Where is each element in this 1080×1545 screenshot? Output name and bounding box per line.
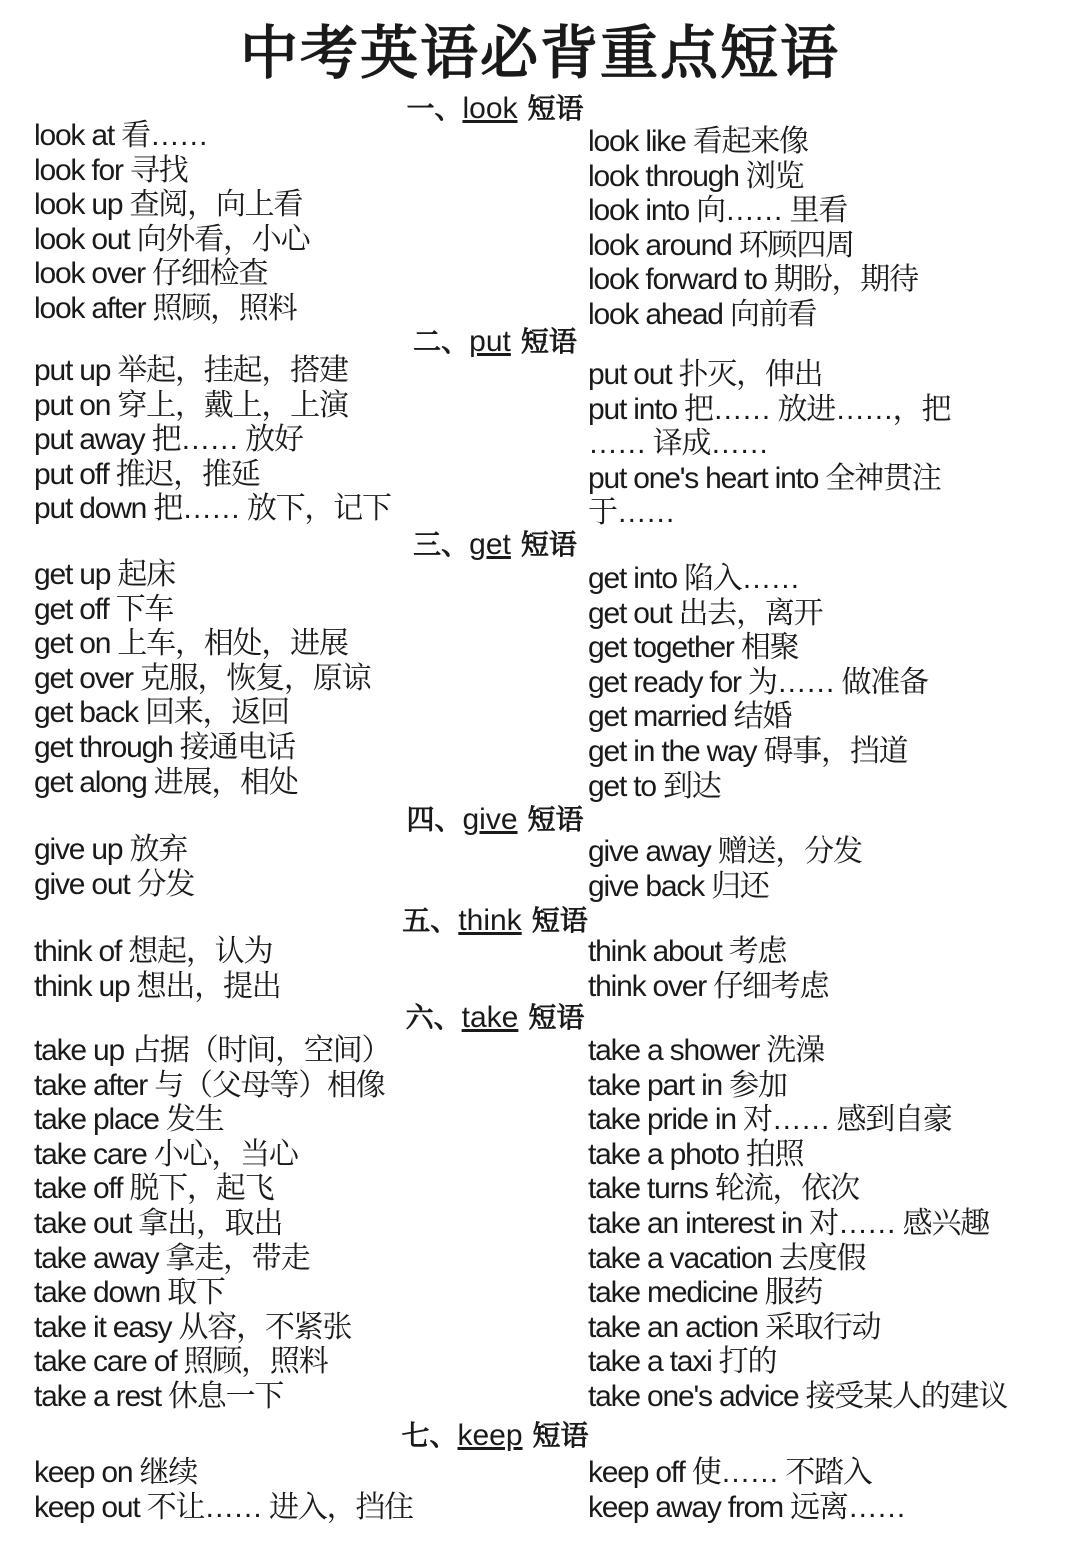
phrase-item: take after 与（父母等）相像 [34,1068,385,1102]
phrase-list-think-left [34,935,281,1004]
phrase-item: take turns 轮流，依次 [588,1172,859,1206]
section-heading-put [400,324,590,360]
phrase-item: put up 举起，挂起，搭建 [34,354,348,387]
section-suffix: 短语 [520,325,577,358]
section-keyword: get [469,528,511,561]
phrase-list-give-right [588,835,862,904]
phrase-item: give back 归还 [588,869,769,903]
phrase-item: take a shower 洗澡 [588,1034,824,1067]
phrase-item: put away 把…… 放好 [34,423,303,457]
section-suffix: 短语 [531,904,588,937]
phrase-item: look ahead 向前看 [588,297,817,331]
section-keyword: give [462,803,518,836]
phrase-item: get out 出去，离开 [588,596,823,630]
phrase-item: take medicine 服药 [588,1276,823,1310]
section-keyword: look [462,92,518,125]
section-heading-get [400,527,590,563]
phrase-item: think about 考虑 [588,935,787,968]
phrase-item: keep on 继续 [34,1456,198,1489]
phrase-item: take part in 参加 [588,1068,787,1102]
section-suffix: 短语 [520,528,577,561]
phrase-item: get on 上车，相处，进展 [34,627,348,661]
phrase-item: look over 仔细检查 [34,257,268,291]
section-suffix: 短语 [527,803,584,836]
section-number: 七、 [401,1419,458,1452]
phrase-list-take-left [34,1034,390,1415]
section-number: 五、 [402,904,459,937]
section-number: 三、 [413,528,470,561]
phrase-list-give-left [34,833,194,902]
phrase-item: put off 推迟，推延 [34,457,260,491]
section-keyword: think [458,904,522,937]
phrase-item: get in the way 碍事，挡道 [588,734,908,768]
phrase-item: take a taxi 打的 [588,1345,777,1379]
phrase-item: put into 把…… 放进……，把 [588,392,951,426]
phrase-item: look around 环顾四周 [588,228,854,262]
section-number: 六、 [405,1001,462,1034]
phrase-item: give away 赠送，分发 [588,835,862,868]
section-suffix: 短语 [528,1001,585,1034]
phrase-item: take a rest 休息一下 [34,1379,284,1413]
phrase-item: get back 回来，返回 [34,696,289,730]
section-heading-think [400,903,590,939]
section-number: 一、 [406,92,463,125]
phrase-item: take an action 采取行动 [588,1310,881,1344]
phrase-list-take-right [588,1034,1007,1415]
phrase-item: put out 扑灭，伸出 [588,358,823,391]
phrase-item: take away 拿走，带走 [34,1241,310,1275]
phrase-item: look like 看起来像 [588,125,808,158]
phrase-item: …… 译成…… [588,427,768,461]
section-heading-look [400,91,590,127]
phrase-item: look for 寻找 [34,153,188,187]
phrase-item: take up 占据（时间，空间） [34,1034,391,1067]
phrase-item: get married 结婚 [588,700,792,734]
phrase-item: take it easy 从容，不紧张 [34,1310,352,1344]
phrase-item: look after 照顾，照料 [34,291,297,325]
phrase-item: look forward to 期盼，期待 [588,263,918,297]
phrase-item: think of 想起，认为 [34,935,273,968]
phrase-item: get through 接通电话 [34,730,295,764]
phrase-list-put-right [588,358,950,531]
phrase-item: keep out 不让…… 进入，挡住 [34,1490,413,1524]
section-number: 二、 [413,325,470,358]
phrase-item: think up 想出，提出 [34,969,281,1003]
phrase-item: think over 仔细考虑 [588,969,829,1003]
phrase-item: get up 起床 [34,558,175,591]
phrase-item: take a photo 拍照 [588,1137,804,1171]
phrase-item: look at 看…… [34,119,208,152]
section-keyword: take [461,1001,519,1034]
phrase-item: get together 相聚 [588,631,799,665]
phrase-item: get ready for 为…… 做准备 [588,665,928,699]
phrase-item: get into 陷入…… [588,562,800,595]
phrase-item: get off 下车 [34,592,174,626]
phrase-item: take a vacation 去度假 [588,1241,866,1275]
phrase-item: take an interest in 对…… 感兴趣 [588,1206,990,1240]
section-number: 四、 [406,803,463,836]
phrase-item: put down 把…… 放下，记下 [34,492,391,526]
phrase-list-look-left [34,119,309,327]
phrase-list-look-right [588,125,918,333]
page-title: 中考英语必背重点短语 [239,19,840,87]
section-suffix: 短语 [527,92,584,125]
phrase-item: get to 到达 [588,769,721,803]
phrase-list-think-right [588,935,828,1004]
phrase-list-keep-left [34,1456,413,1525]
phrase-list-keep-right [588,1456,905,1525]
section-keyword: put [469,325,511,358]
phrase-item: take care 小心，当心 [34,1137,298,1171]
phrase-item: get along 进展，相处 [34,765,298,799]
section-keyword: keep [457,1419,523,1452]
section-heading-take [400,1000,590,1036]
phrase-item: take place 发生 [34,1103,224,1137]
phrase-item: look up 查阅，向上看 [34,188,303,222]
phrase-item: give up 放弃 [34,833,188,866]
phrase-item: take one's advice 接受某人的建议 [588,1379,1008,1413]
phrase-item: take pride in 对…… 感到自豪 [588,1103,952,1137]
phrase-item: put one's heart into 全神贯注 [588,461,941,495]
section-heading-keep [400,1418,590,1454]
phrase-item: get over 克服，恢复，原谅 [34,661,371,695]
phrase-item: look into 向…… 里看 [588,194,848,228]
phrase-item: take down 取下 [34,1276,225,1310]
phrase-list-get-right [588,562,928,804]
phrase-item: look out 向外看，小心 [34,222,310,256]
phrase-item: keep away from 远离…… [588,1490,906,1524]
phrase-item: put on 穿上，戴上，上演 [34,388,348,422]
phrase-list-put-left [34,354,391,527]
phrase-item: take off 脱下，起飞 [34,1172,274,1206]
phrase-item: 于…… [588,496,675,530]
phrase-item: look through 浏览 [588,159,804,193]
phrase-item: take out 拿出，取出 [34,1206,283,1240]
section-suffix: 短语 [532,1419,589,1452]
phrase-item: take care of 照顾，照料 [34,1345,328,1379]
phrase-list-get-left [34,558,370,800]
section-heading-give [400,802,590,838]
phrase-item: keep off 使…… 不踏入 [588,1456,872,1489]
phrase-item: give out 分发 [34,867,195,901]
